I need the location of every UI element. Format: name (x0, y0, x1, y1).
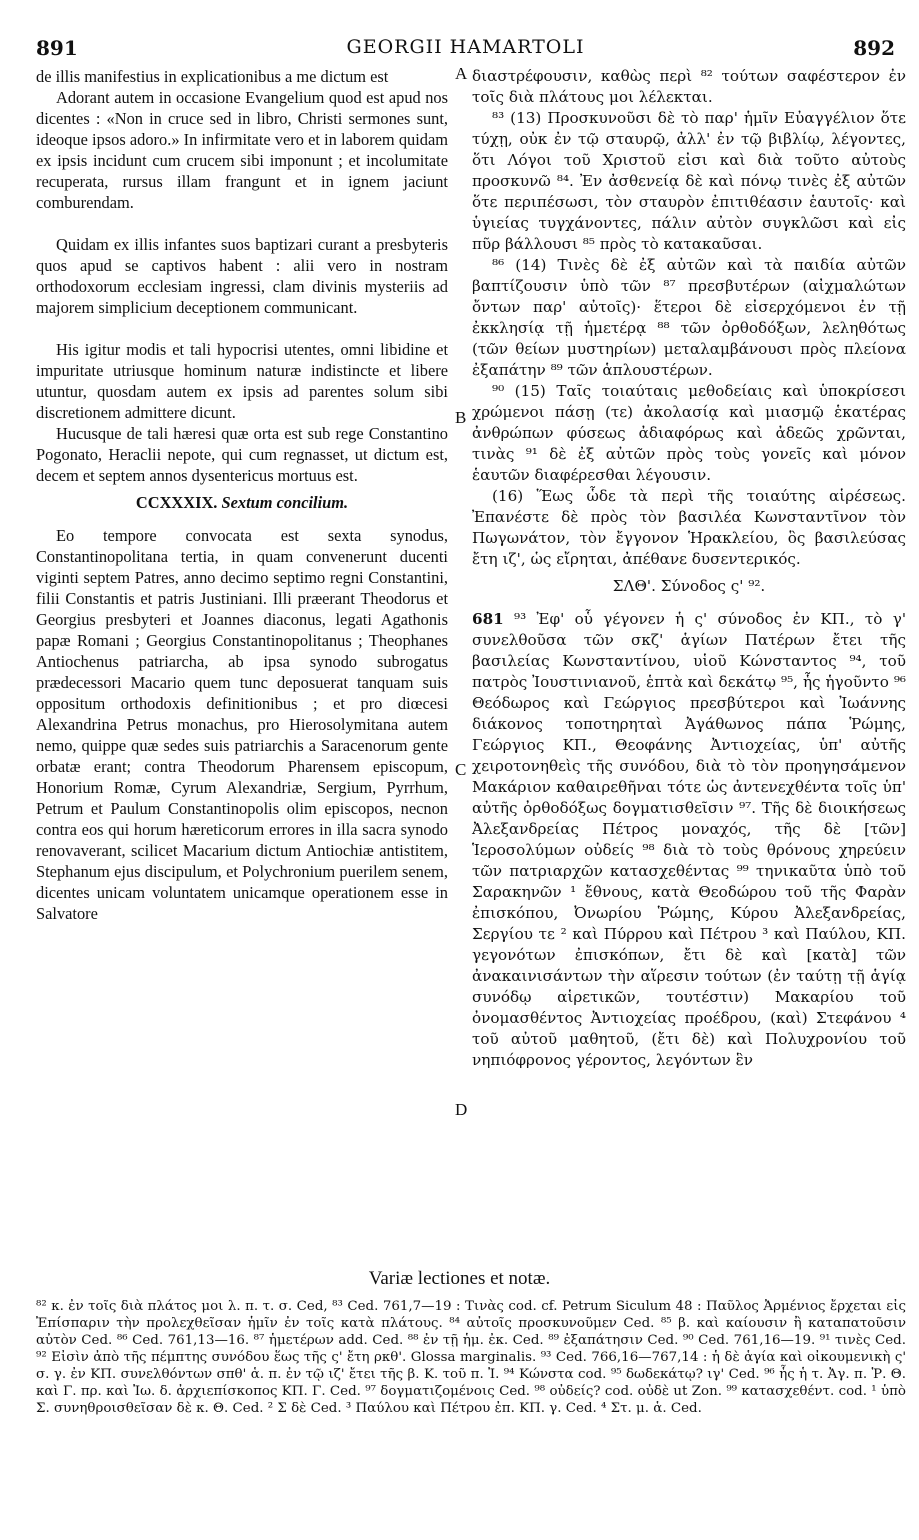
margin-marker-c: C (455, 760, 467, 779)
latin-paragraph: His igitur modis et tali hypocrisi utentes, omni libidine et impuritate utriusque hominum naturæ indistincte et libere utuntur, quosdam autem ex ipsis ad parentes solum sibi discretionem admittere dicunt. (36, 340, 448, 422)
greek-paragraph: διαστρέφουσιν, καθὼς περὶ ⁸² τούτων σαφέστερον ἐν τοῖς διὰ πλάτους μοι λέλεκται. (472, 67, 906, 106)
latin-column (36, 66, 448, 924)
latin-paragraph: Quidam ex illis infantes suos baptizari curant a presbyteris quos apud se captivos habent : alii vero in nostram orthodoxorum ecclesiam ingressi, clam divinis mysteriis ad majorem simplicium deceptionem communicant. (36, 235, 448, 317)
latin-heading-number: CCXXXIX. (135, 493, 218, 512)
footnotes (36, 1298, 906, 1417)
greek-paragraph: (16) Ἕως ὧδε τὰ περὶ τῆς τοιαύτης αἱρέσεως. Ἐπανέστε δὲ πρὸς τὸν βασιλέα Κωνσταντῖνον τὸν Πωγωνάτον, τὸν ἔγγονον Ἡρακλείου, ὃς βασιλεύσας ἔτη ιζ', ὡς εἴρηται, ἀπέθανε δυσεντερικός. (472, 487, 906, 568)
latin-paragraph: Hucusque de tali hæresi quæ orta est sub rege Constantino Pogonato, Heraclii nepote, qui cum regnasset, ut dictum est, decem et septem annos dysentericus mortuus est. (36, 424, 448, 485)
margin-marker-b: B (455, 408, 467, 427)
greek-paragraph (472, 609, 906, 1071)
latin-paragraph: de illis manifestius in explicationibus a me dictum est (36, 67, 389, 86)
latin-paragraph: Eo tempore convocata est sexta synodus, Constantinopolitana tertia, in quam convenerunt ducenti viginti septem Patres, anno decimo septimo regni Constantini, filii Constantis et patris Justiniani. Illi præerant Theodorus et Georgius presbyteri et Joannes diaconus, legati Agathonis papæ Romani ; Georgius Constantinopolitanus ; Theophanes Antiochenus patriarcha, ab ipsa synodo subrogatus prædecessori Macario quem tunc deposuerat tanquam suis oppositum orthodoxis definitionibus ; et pro diœcesi Alexandrina Petrus monachus, pro Hierosolymitana autem nemo, quippe quæ sedes suis patriarchis a Saracenorum gente orbatæ erant; contra Theodorum Pharensem episcopum, Honorium Romæ, Cyrum Alexandriæ, Sergium, Pyrrhum, Petrum et Paulum Constantinopolis olim episcopos, necnon contra eos qui horum hæreticorum errores in illa sacra synodo renovaverant, scilicet Macarium dictum Antiochiæ antistitem, Stephanum ejus discipulum, et Polychronium puerilem senem, dicentes unicam voluntatem unicamque operationem esse in Salvatore (36, 526, 448, 923)
greek-section-heading: ΣΛΘ'. Σύνοδος ς' ⁹². (612, 577, 766, 595)
greek-paragraph: ⁹⁰ (15) Ταῖς τοιαύταις μεθοδείαις καὶ ὑποκρίσεσι χρώμενοι πάσῃ (τε) ἀκολασίᾳ καὶ μιασμῷ ἑκατέρας ἀνθρώπων φύσεως ἀδιαφόρως καὶ ἀδεῶς χρῶνται, τινὰς ⁹¹ δὲ ἐξ αὐτῶν πρὸς τοὺς γονεῖς καὶ μόνον ἑαυτῶν διαφέρεσθαι λέγουσιν. (472, 382, 906, 484)
latin-paragraph: Adorant autem in occasione Evangelium quod est apud nos dicentes : «Non in cruce sed in libro, Christi sermones sunt, ideoque ipsos adoro.» In infirmitate vero et in laborem quidam ex ipsis incidunt cum crucem sibi imponunt ; et incolumitate recuperata, rursus illam frangunt et in ignem jaciunt comburendam. (36, 88, 448, 212)
notes-title: Variæ lectiones et notæ. (368, 1268, 551, 1289)
latin-section-heading (36, 492, 448, 513)
greek-column (472, 66, 906, 1071)
running-header (36, 36, 895, 62)
footnote-text: ⁸² κ. ἐν τοῖς διὰ πλάτος μοι λ. π. τ. σ. Ced, ⁸³ Ced. 761,7—19 : Τινὰς cod. cf. Petrum Siculum 48 : Παῦλος Ἀρμένιος ἔρχεται εἰς Ἐπίσπαριν τὴν προλεχθεῖσαν ἡμῖν ἐν τοῖς κατὰ πλάτους. ⁸⁴ αὐτοῖς προσκυνοῦμεν Ced. ⁸⁵ β. καὶ καίουσιν ἢ καταπατοῦσιν αὐτὸν Ced. ⁸⁶ Ced. 761,13—16. ⁸⁷ ἡμετέρων add. Ced. ⁸⁸ ἐν τῇ ἡμ. ἐκ. Ced. ⁸⁹ ἐξαπάτησιν Ced. ⁹⁰ Ced. 761,16—19. ⁹¹ τινὲς Ced. ⁹² Εἰσὶν ἀπὸ τῆς πέμπτης συνόδου ἕως τῆς ς' ἔτη ρκθ'. Glossa marginalis. ⁹³ Ced. 766,16—767,14 : ἡ δὲ ἁγία καὶ οἰκουμενικὴ ς' σ. γ. ἐν ΚΠ. συνελθόντων σπθ' ἁ. π. ἐν τῷ ιζ' ἔτει τῆς β. Κ. τοῦ π. Ἰ. ⁹⁴ Κώνστα cod. ⁹⁵ δωδεκάτῳ? ιγ' Ced. ⁹⁶ ἧς ἡ τ. Ἀγ. π. Ῥ. Θ. καὶ Γ. πρ. καὶ Ἰω. δ. ἀρχιεπίσκοπος ΚΠ. Γ. Ced. ⁹⁷ δογματιζομένοις Ced. ⁹⁸ οὐδείς? cod. οὐδὲ ut Zon. ⁹⁹ κατασχεθέντ. cod. ¹ ὑπὸ Σ. συνηθροισθεῖσαν δὲ κ. Θ. Ced. ² Σ δὲ Ced. ³ Παύλου καὶ Πέτρου ἐπ. ΚΠ. γ. Ced. ⁴ Στ. μ. ἁ. Ced. (36, 1299, 906, 1416)
page-number-left: 891 (36, 36, 78, 60)
margin-marker-d: D (455, 1100, 468, 1119)
greek-paragraph: ⁸³ (13) Προσκυνοῦσι δὲ τὸ παρ' ἡμῖν Εὐαγγέλιον ὅτε τύχῃ, οὐκ ἐν τῷ σταυρῷ, ἀλλ' ἐν τῷ βιβλίῳ, λέγοντες, ὅτι Λόγοι τοῦ Χριστοῦ εἰσι καὶ διὰ τοῦτο αὐτοὺς προσκυνῶ ⁸⁴. Ἐν ἀσθενείᾳ δὲ καὶ πόνῳ τινὲς ἐξ αὐτῶν ὅτε περιπέσωσι, τὸν σταυρὸν ἐπιτιθέασιν ἑαυτοῖς· καὶ ὑγιείας τυγχάνοντες, πάλιν αὐτὸν συγκλῶσι καὶ εἰς πῦρ βάλλουσι ⁸⁵ πρὸς τὸ κατακαῦσαι. (472, 109, 906, 253)
greek-paragraph: ⁸⁶ (14) Τινὲς δὲ ἐξ αὐτῶν καὶ τὰ παιδία αὐτῶν βαπτίζουσιν ὑπὸ τῶν ⁸⁷ πρεσβυτέρων (αἰχμαλώτων ὄντων παρ' αὐτοῖς)· ἕτεροι δὲ εἰσερχόμενοι ἐν τῇ ἐκκλησίᾳ τῇ ἡμετέρᾳ ⁸⁸ τῶν ὀρθοδόξων, λεληθότως (τῶν θείων μυστηρίων) μεταλαμβάνουσι πρὸς πλείονα ἐξαπάτην ⁸⁹ τῶν ἁπλουστέρων. (472, 256, 906, 379)
year-number: 681 (472, 610, 504, 628)
greek-paragraph-text: ⁹³ Ἐφ' οὗ γέγονεν ἡ ς' σύνοδος ἐν ΚΠ., τὸ γ' συνελθοῦσα τῶν σκζ' ἁγίων Πατέρων ἔτει τῆς βασιλείας Κωνσταντίνου, υἱοῦ Κώνσταντος ⁹⁴, τοῦ πατρὸς Ἰουστινιανοῦ, ἑπτὰ καὶ δεκάτῳ ⁹⁵, ἧς ἡγοῦντο ⁹⁶ Θεόδωρος καὶ Γεώργιος πρεσβύτεροι καὶ Ἰωάννης διάκονος τοποτηρηταὶ Ἀγάθωνος πάπα Ῥώμης, Γεώργιος ΚΠ., Θεοφάνης Ἀντιοχείας, ὑπ' αὐτῆς χειροτονηθεὶς τῆς συνόδου, διὰ τὸ τὸν προηγησάμενον Μακάριον καθαιρεθῆναι τότε ὡς ἀντενεχθέντα τοῖς ὑπ' αὐτῆς ὀρθοδόξως δογματισθεῖσιν ⁹⁷. Τῆς δὲ διοικήσεως Ἀλεξανδρείας Πέτρος μοναχός, τῆς δὲ [τῶν] Ἱεροσολύμων οὐδείς ⁹⁸ διὰ τὸ τοὺς θρόνους χηρεύειν τῶν πατριαρχῶν κατασχεθέντας ⁹⁹ τηνικαῦτα ὑπὸ τοῦ Σαρακηνῶν ¹ ἔθνους, κατὰ Θεοδώρου τοῦ τῆς Φαρὰν ἐπισκόπου, Ὀνωρίου Ῥώμης, Κύρου Ἀλεξανδρείας, Σεργίου τε ² καὶ Πύρρου καὶ Πέτρου ³ καὶ Παύλου, ΚΠ. γεγονότων ἐπισκόπων, ἔτι δὲ καὶ [κατὰ] τῶν ἀνακαινισάντων τὴν αἵρεσιν τούτων (ἐν ταύτῃ τῇ ἁγίᾳ συνόδῳ αἱρετικῶν, τουτέστιν) Μακαρίου τοῦ ὀνομασθέντος Ἀντιοχείας προέδρου, (καὶ) Στεφάνου ⁴ τοῦ αὐτοῦ μαθητοῦ, (ἔτι δὲ) καὶ Πολυχρονίου τοῦ νηπιόφρονος γέροντος, λεγόντων ἓν (472, 610, 907, 1069)
running-title: GEORGII HAMARTOLI (346, 36, 585, 58)
page-number-right: 892 (853, 36, 895, 60)
latin-heading-title: Sextum concilium. (221, 493, 349, 512)
margin-marker-a: A (455, 64, 468, 83)
